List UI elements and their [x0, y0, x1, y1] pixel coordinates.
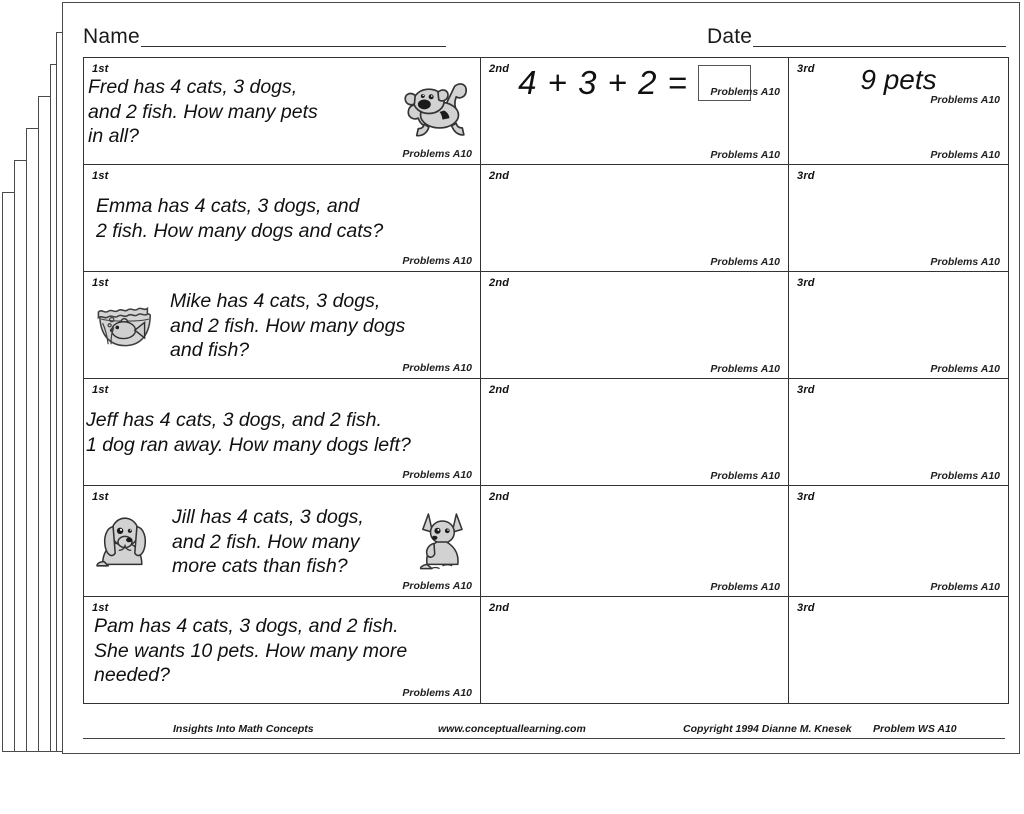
problem-tag: Problems A10 [710, 149, 780, 161]
table-row [84, 58, 1009, 165]
ordinal-label-1st: 1st [92, 63, 109, 75]
problem-line: Emma has 4 cats, 3 dogs, and [96, 195, 360, 218]
ordinal-label-3rd: 3rd [797, 170, 815, 182]
ordinal-label-3rd: 3rd [797, 384, 815, 396]
fishbowl-icon [90, 291, 160, 361]
problem-line: in all? [88, 125, 139, 148]
problem-line: Jill has 4 cats, 3 dogs, [172, 506, 364, 529]
date-field[interactable] [707, 26, 1006, 47]
problem-cell-1st-row5[interactable] [84, 486, 481, 597]
answer-text: 9 pets [860, 64, 937, 95]
problem-line: Mike has 4 cats, 3 dogs, [170, 290, 381, 313]
ordinal-label-2nd: 2nd [489, 63, 510, 75]
problem-tag: Problems A10 [710, 86, 780, 98]
equation-cell-2nd-row5[interactable] [481, 470, 789, 597]
ordinal-label-3rd: 3rd [797, 491, 815, 503]
problem-tag: Problems A10 [930, 470, 1000, 482]
equation-text: 4 + 3 + 2 = [518, 64, 688, 101]
ordinal-label-1st: 1st [92, 277, 109, 289]
date-write-line[interactable] [753, 30, 1006, 47]
problem-tag: Problems A10 [402, 469, 472, 481]
problem-tag: Problems A10 [710, 470, 780, 482]
problem-tag: Problems A10 [710, 581, 780, 593]
running-dog-icon [400, 74, 476, 150]
problem-text [94, 614, 476, 688]
problem-tag: Problems A10 [930, 363, 1000, 375]
problem-tag: Problems A10 [710, 363, 780, 375]
problem-tag: Problems A10 [402, 255, 472, 267]
ordinal-label-1st: 1st [92, 491, 109, 503]
ordinal-label-2nd: 2nd [489, 602, 510, 614]
ordinal-label-2nd: 2nd [489, 384, 510, 396]
worksheet-header [63, 3, 1019, 51]
problem-line: Jeff has 4 cats, 3 dogs, and 2 fish. [86, 409, 382, 432]
problem-tag: Problems A10 [930, 149, 1000, 161]
problem-line: and fish? [170, 339, 250, 362]
problem-tag: Problems A10 [930, 94, 1000, 106]
ordinal-label-2nd: 2nd [489, 491, 510, 503]
problem-tag: Problems A10 [930, 256, 1000, 268]
answer-cell-3rd-row5[interactable] [789, 470, 1009, 597]
footer-website-link[interactable]: www.conceptuallearning.com [438, 723, 586, 735]
ordinal-label-1st: 1st [92, 170, 109, 182]
problem-tag: Problems A10 [402, 580, 472, 592]
answer-cell-3rd-row6[interactable] [789, 581, 1009, 704]
problem-tag: Problems A10 [402, 148, 472, 160]
ordinal-label-1st: 1st [92, 384, 109, 396]
problem-line: and 2 fish. How many [172, 530, 360, 553]
ordinal-label-2nd: 2nd [489, 277, 510, 289]
table-row [84, 486, 1009, 597]
footer-problem-id: Problem WS A10 [873, 723, 957, 735]
chihuahua-dog-icon [406, 507, 476, 577]
page-footer [83, 718, 1005, 739]
problem-line: Pam has 4 cats, 3 dogs, and 2 fish. [94, 615, 399, 638]
problem-line: She wants 10 pets. How many more [94, 639, 408, 662]
ordinal-label-1st: 1st [92, 602, 109, 614]
problem-tag: Problems A10 [710, 256, 780, 268]
problem-line: and 2 fish. How many dogs [170, 314, 406, 337]
problem-cell-1st-row6[interactable] [84, 597, 481, 704]
ordinal-label-3rd: 3rd [797, 63, 815, 75]
footer-series-title: Insights Into Math Concepts [173, 723, 314, 735]
problem-cell-1st-row3[interactable] [84, 272, 481, 379]
sitting-dog-icon [90, 507, 160, 577]
name-label: Name [83, 25, 140, 48]
equation-cell-2nd-row6[interactable] [481, 581, 789, 704]
problem-tag: Problems A10 [930, 581, 1000, 593]
ordinal-label-2nd: 2nd [489, 170, 510, 182]
problem-line: 1 dog ran away. How many dogs left? [86, 434, 411, 456]
problem-text [96, 194, 476, 243]
problem-line: Fred has 4 cats, 3 dogs, [88, 76, 298, 99]
date-label: Date [707, 25, 753, 48]
problem-line: needed? [94, 664, 170, 687]
problem-line: 2 fish. How many dogs and cats? [96, 220, 384, 242]
worksheet-page [62, 2, 1020, 754]
table-row [84, 165, 1009, 272]
problem-text [172, 505, 406, 579]
problem-text [88, 75, 400, 149]
problem-table [83, 57, 1009, 704]
problem-cell-1st-row2[interactable] [84, 165, 481, 272]
problem-text [170, 289, 476, 363]
problem-line: and 2 fish. How many pets [88, 100, 318, 123]
problem-text [86, 408, 476, 457]
problem-cell-1st-row4[interactable] [84, 379, 481, 486]
ordinal-label-3rd: 3rd [797, 602, 815, 614]
problem-line: more cats than fish? [172, 555, 348, 578]
name-field[interactable] [83, 26, 446, 47]
problem-tag: Problems A10 [402, 362, 472, 374]
footer-copyright: Copyright 1994 Dianne M. Knesek [683, 723, 852, 735]
table-row [84, 597, 1009, 704]
problem-tag: Problems A10 [402, 687, 472, 699]
name-write-line[interactable] [141, 30, 446, 47]
problem-cell-1st-row1[interactable] [84, 58, 481, 165]
table-row [84, 272, 1009, 379]
table-row [84, 379, 1009, 486]
ordinal-label-3rd: 3rd [797, 277, 815, 289]
